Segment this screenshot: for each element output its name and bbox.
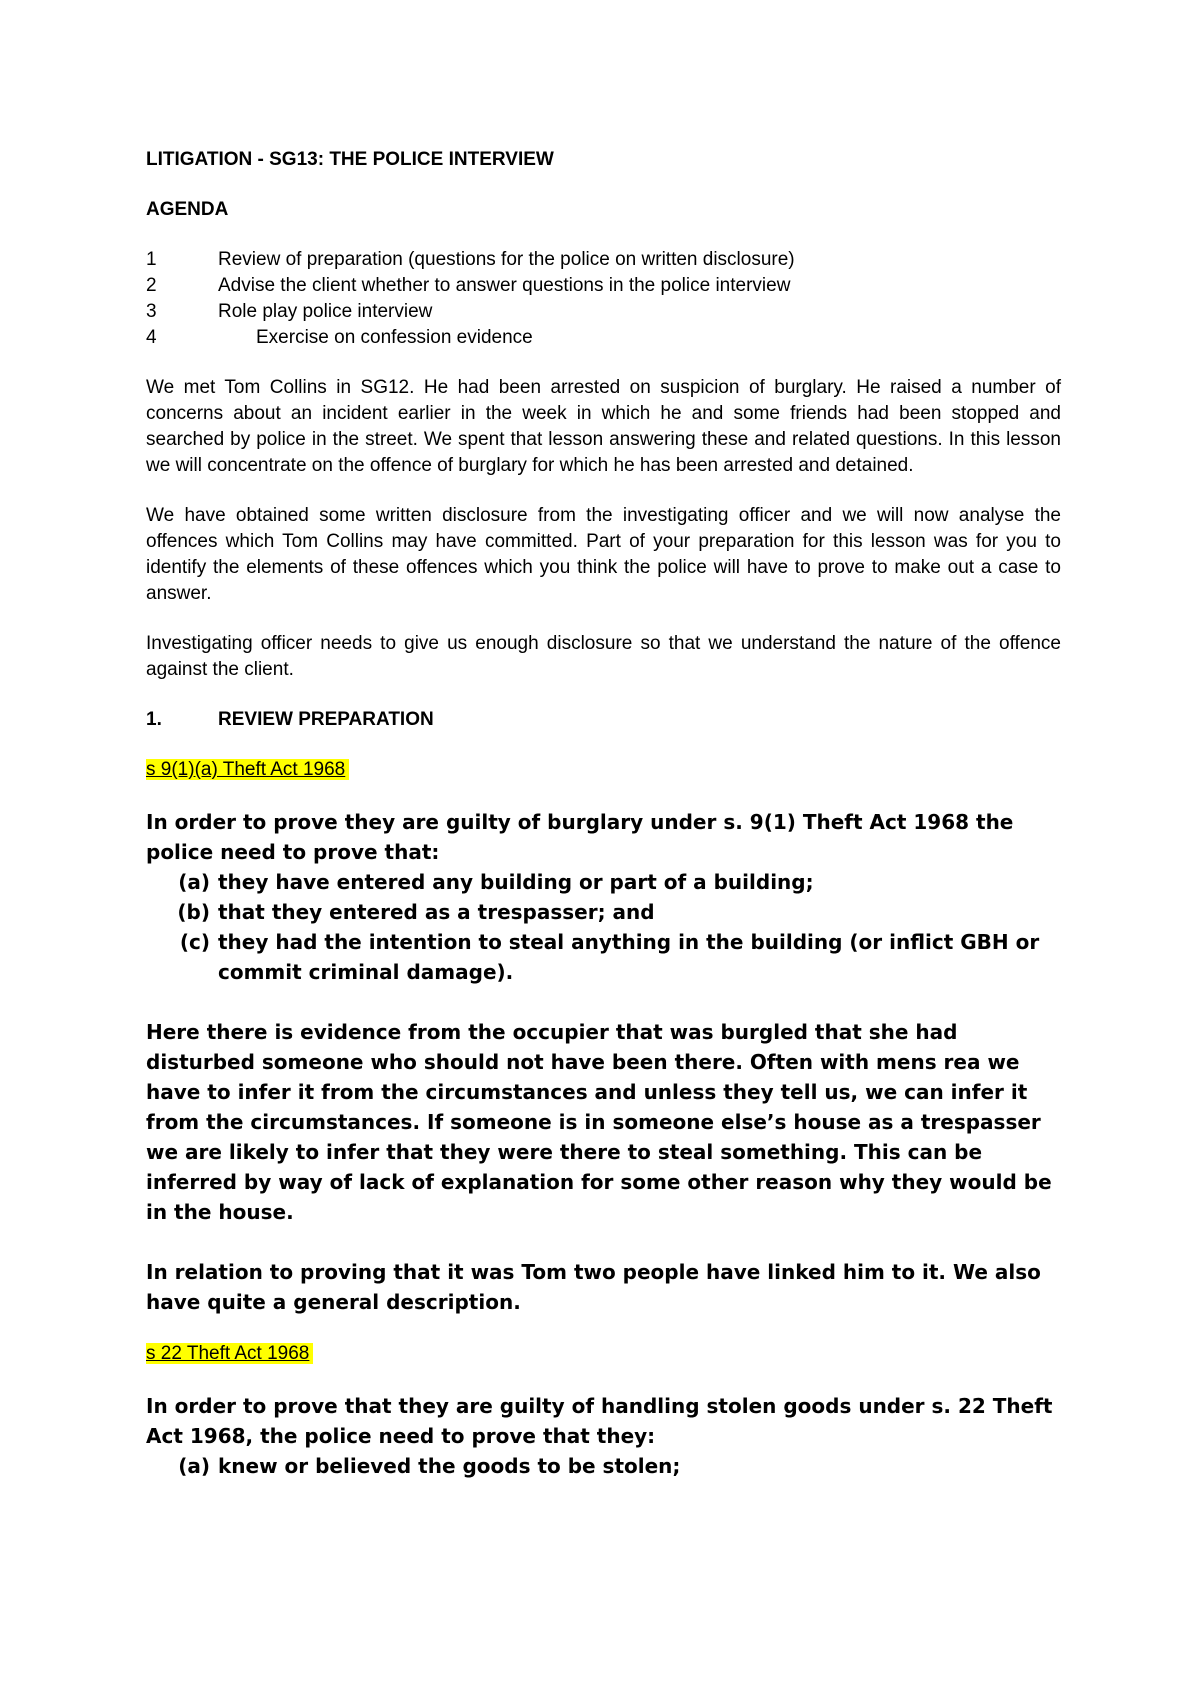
burglary-paragraph: In relation to proving that it was Tom two people have linked him to it. We also have quite a general description. [146, 1260, 1041, 1314]
list-item [146, 927, 1061, 987]
section-heading [146, 707, 1061, 733]
agenda-item-number: 4 [146, 327, 157, 348]
list-item [146, 1451, 1061, 1481]
agenda-item-number: 3 [146, 301, 157, 322]
burglary-section [146, 807, 1061, 1317]
intro-paragraph: We have obtained some written disclosure from the investigating officer and we will now analyse the offences which Tom Collins may have committed. Part of your preparation for this lesson was for you to identify the elements of these offences which you think the police will have to prove to make out a case to answer. [146, 505, 1061, 604]
list-item-label: (a) [178, 1454, 210, 1478]
agenda-item-text: Role play police interview [218, 301, 433, 322]
burglary-lead: In order to prove they are guilty of burglary under s. 9(1) Theft Act 1968 the police need to prove that: [146, 810, 1014, 864]
agenda-list [146, 247, 1061, 351]
agenda-item-number: 2 [146, 275, 157, 296]
document-body [146, 147, 1061, 1481]
burglary-paragraph: Here there is evidence from the occupier that was burgled that she had disturbed someone who should not have been there. Often with mens rea we have to infer it from the circumstances and unless they tell us, we can infer it from the circumstances. If someone is in someone else’s house as a trespasser we are likely to infer that they were there to steal something. This can be inferred by way of lack of explanation for some other reason why they would be in the house. [146, 1020, 1052, 1224]
highlighted-reference: s 9(1)(a) Theft Act 1968 [146, 759, 349, 780]
list-item-label: (a) [178, 870, 210, 894]
list-item-text: they had the intention to steal anything in the building (or inflict GBH or commit criminal damage). [218, 930, 1040, 984]
statute-reference [146, 757, 1061, 783]
list-item-label: (b) [177, 900, 210, 924]
list-item-text: that they entered as a trespasser; and [218, 900, 655, 924]
section-number: 1. [146, 709, 162, 730]
handling-section [146, 1391, 1061, 1481]
agenda-item [146, 247, 1061, 273]
agenda-item [146, 273, 1061, 299]
agenda-item-number: 1 [146, 249, 157, 270]
statute-reference [146, 1341, 1061, 1367]
agenda-item [146, 325, 1061, 351]
intro-paragraph: We met Tom Collins in SG12. He had been arrested on suspicion of burglary. He raised a number of concerns about an incident earlier in the week in which he and some friends had been stopped and searched by police in the street. We spent that lesson answering these and related questions. In this lesson we will concentrate on the offence of burglary for which he has been arrested and detained. [146, 377, 1061, 476]
agenda-item-text: Review of preparation (questions for the police on written disclosure) [218, 249, 795, 270]
list-item [146, 897, 1061, 927]
agenda-item-text: Advise the client whether to answer questions in the police interview [218, 275, 791, 296]
document-title: LITIGATION - SG13: THE POLICE INTERVIEW [146, 149, 554, 170]
list-item-text: they have entered any building or part of a building; [218, 870, 814, 894]
handling-elements-list [146, 1451, 1061, 1481]
agenda-item-text: Exercise on confession evidence [256, 327, 533, 348]
list-item-text: knew or believed the goods to be stolen; [218, 1454, 681, 1478]
agenda-heading: AGENDA [146, 199, 229, 220]
burglary-elements-list [146, 867, 1061, 987]
handling-lead: In order to prove that they are guilty of handling stolen goods under s. 22 Theft Act 1968, the police need to prove that they: [146, 1394, 1053, 1448]
highlighted-reference: s 22 Theft Act 1968 [146, 1343, 313, 1364]
intro-paragraph: Investigating officer needs to give us enough disclosure so that we understand the nature of the offence against the client. [146, 633, 1061, 680]
list-item-label: (c) [179, 930, 210, 954]
list-item [146, 867, 1061, 897]
agenda-item [146, 299, 1061, 325]
section-title: REVIEW PREPARATION [218, 709, 434, 730]
